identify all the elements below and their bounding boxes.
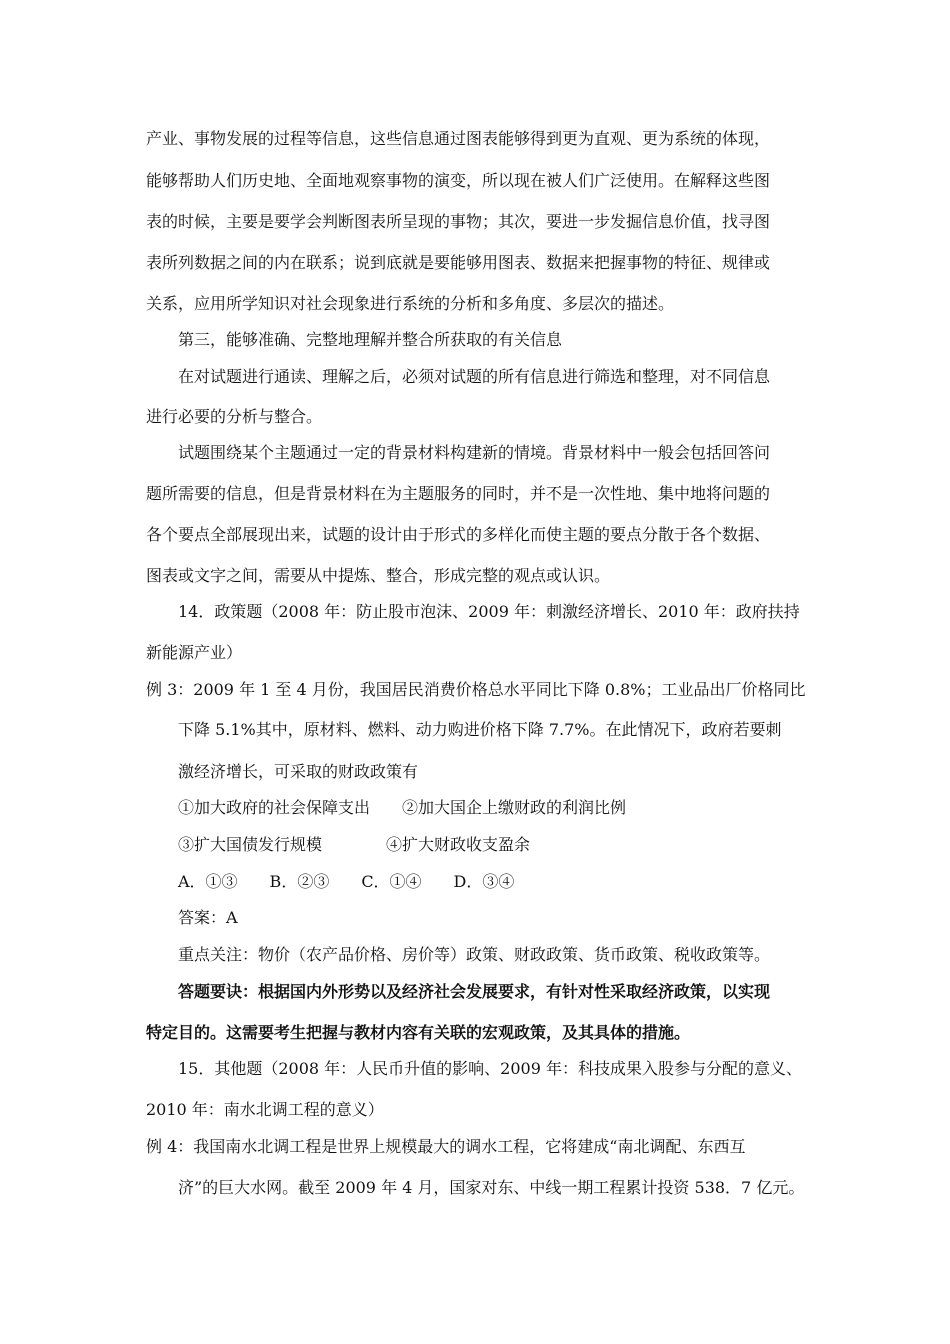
focus-note: 重点关注：物价（农产品价格、房价等）政策、财政政策、货币政策、税收政策等。 [178, 945, 771, 964]
paragraph-line: 2010 年：南水北调工程的意义） [146, 1100, 384, 1119]
example-question: 激经济增长，可采取的财政政策有 [178, 762, 419, 781]
example-question: 济”的巨大水网。截至 2009 年 4 月，国家对东、中线一期工程累计投资 538．7 亿元。 [178, 1178, 805, 1197]
question-option: ③扩大国债发行规模 ④扩大财政收支盈余 [178, 835, 531, 854]
answer-tip: 特定目的。这需要考生把握与教材内容有关联的宏观政策，及其具体的措施。 [146, 1023, 691, 1042]
paragraph-line: 图表或文字之间，需要从中提炼、整合，形成完整的观点或认识。 [146, 566, 611, 585]
example-question: 下降 5.1%其中，原材料、燃料、动力购进价格下降 7.7%。在此情况下，政府若要刺 [178, 720, 782, 739]
paragraph-line: 表所列数据之间的内在联系；说到底就是要能够用图表、数据来把握事物的特征、规律或 [146, 253, 771, 272]
section-heading: 第三，能够准确、完整地理解并整合所获取的有关信息 [178, 330, 563, 349]
paragraph-line: 题所需要的信息，但是背景材料在为主题服务的同时，并不是一次性地、集中地将问题的 [146, 484, 771, 503]
paragraph-line: 表的时候，主要是要学会判断图表所呈现的事物；其次，要进一步发掘信息价值，找寻图 [146, 212, 771, 231]
answer: 答案：A [178, 908, 238, 927]
paragraph-line: 新能源产业） [146, 643, 243, 662]
paragraph-line: 试题围绕某个主题通过一定的背景材料构建新的情境。背景材料中一般会包括回答问 [178, 443, 771, 462]
paragraph-line: 能够帮助人们历史地、全面地观察事物的演变，所以现在被人们广泛使用。在解释这些图 [146, 171, 771, 190]
answer-tip: 答题要诀：根据国内外形势以及经济社会发展要求，有针对性采取经济政策，以实现 [178, 982, 771, 1001]
paragraph-line: 在对试题进行通读、理解之后，必须对试题的所有信息进行筛选和整理，对不同信息 [178, 367, 771, 386]
paragraph-line: 各个要点全部展现出来，试题的设计由于形式的多样化而使主题的要点分散于各个数据、 [146, 525, 771, 544]
example-question: 例 3：2009 年 1 至 4 月份，我国居民消费价格总水平同比下降 0.8%；工业品出厂价格同比 [146, 680, 806, 699]
question-type-heading: 15．其他题（2008 年：人民币升值的影响、2009 年：科技成果入股参与分配的意义、 [178, 1059, 802, 1078]
paragraph-line: 进行必要的分析与整合。 [146, 407, 323, 426]
paragraph-line: 关系，应用所学知识对社会现象进行系统的分析和多角度、多层次的描述。 [146, 294, 675, 313]
example-question: 例 4：我国南水北调工程是世界上规模最大的调水工程，它将建成“南北调配、东西互 [146, 1137, 746, 1156]
question-option: ①加大政府的社会保障支出 ②加大国企上缴财政的利润比例 [178, 798, 627, 817]
paragraph-line: 产业、事物发展的过程等信息，这些信息通过图表能够得到更为直观、更为系统的体现， [146, 129, 771, 148]
answer-choices: A．①③ B．②③ C．①④ D．③④ [178, 872, 515, 891]
question-type-heading: 14．政策题（2008 年：防止股市泡沫、2009 年：刺激经济增长、2010 年：政府扶持 [178, 602, 800, 621]
